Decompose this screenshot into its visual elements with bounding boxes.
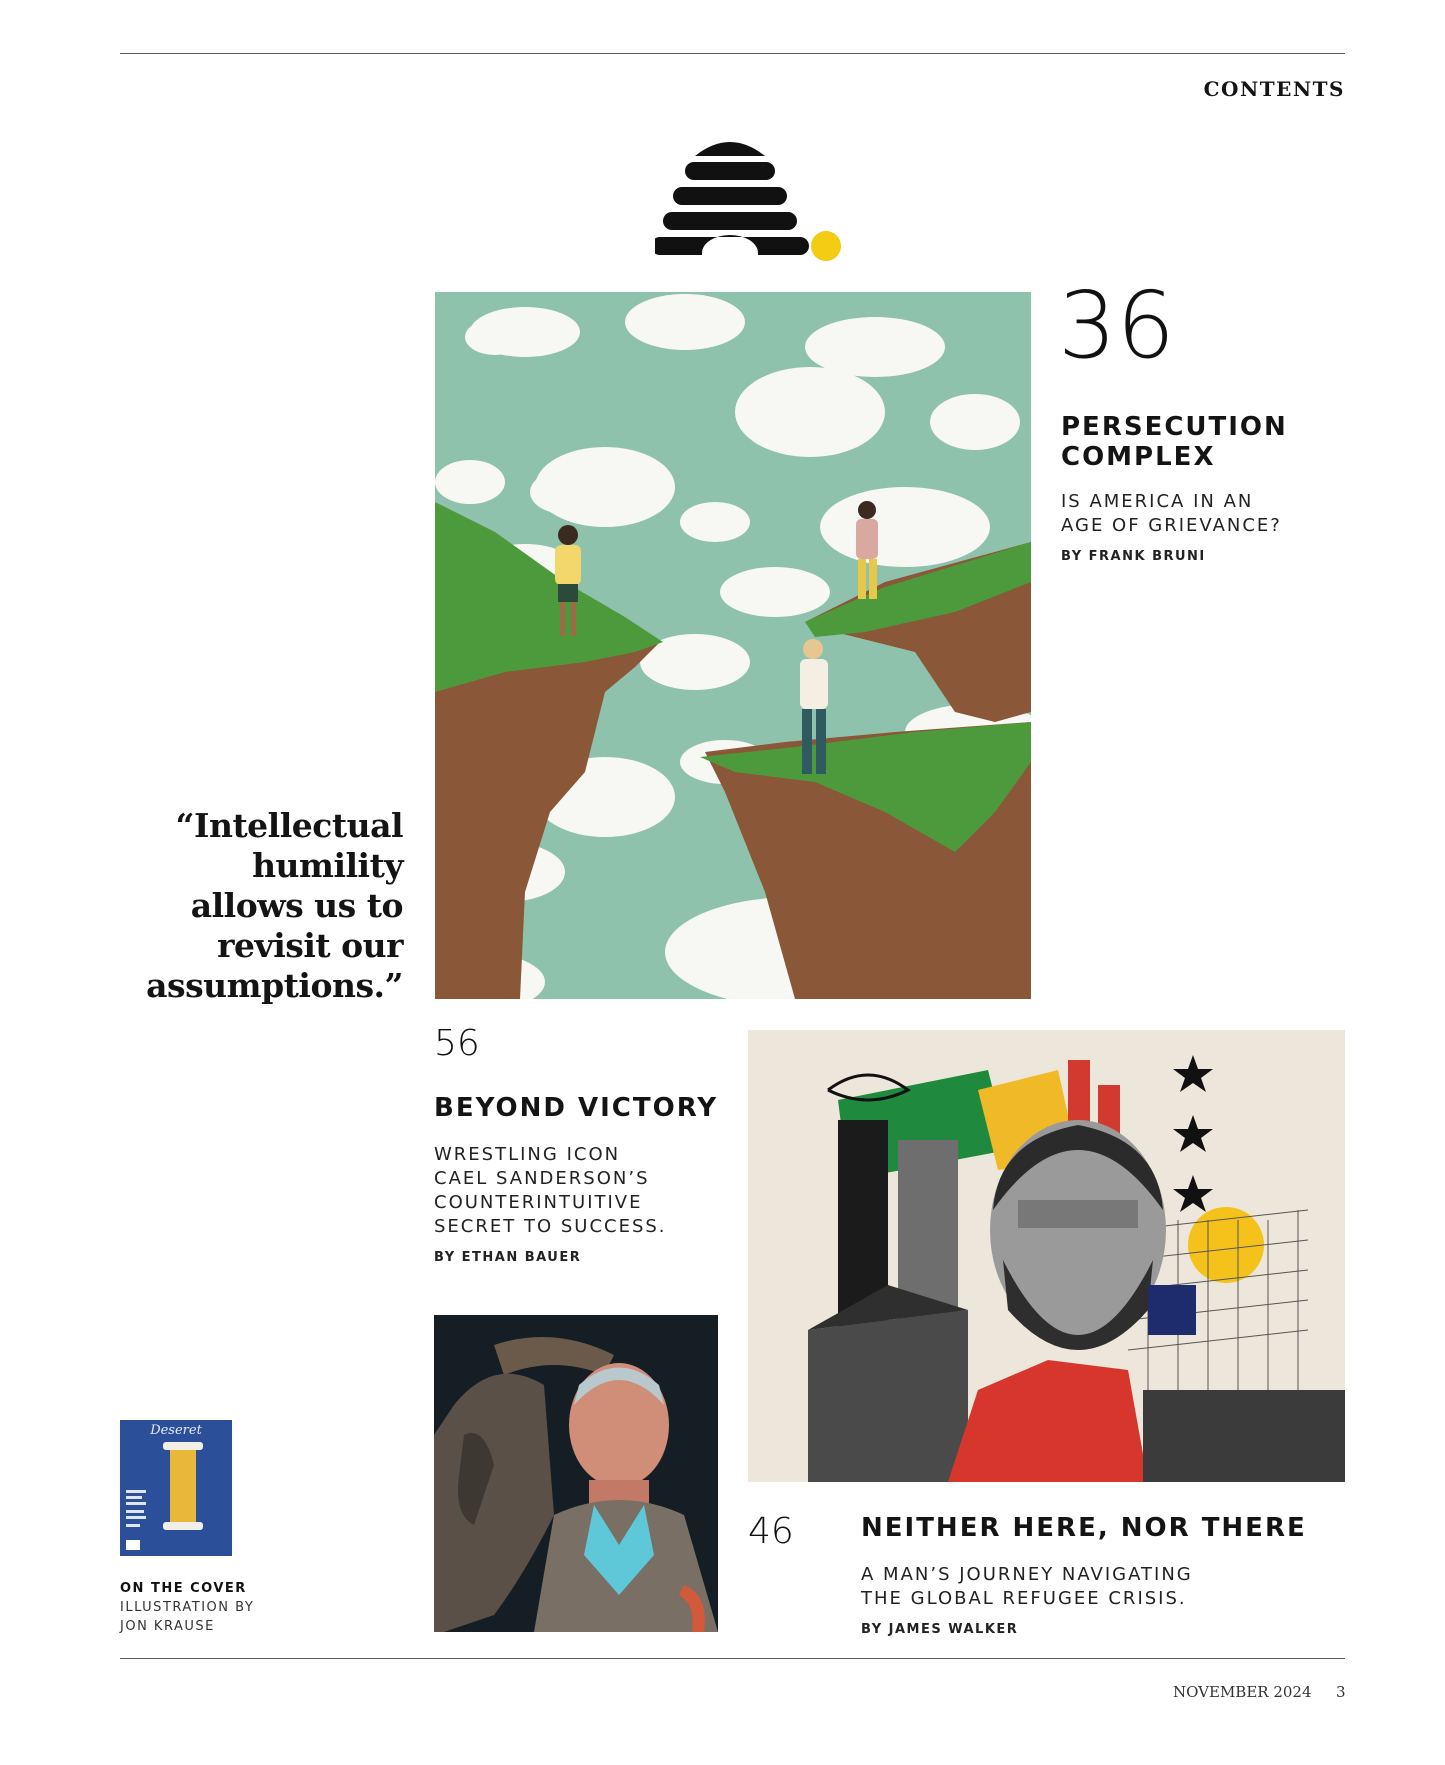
- dek-line: COUNTERINTUITIVE: [434, 1192, 643, 1213]
- beehive-logo-icon: [655, 130, 845, 265]
- quote-line: revisit our: [217, 926, 403, 965]
- quote-line: assumptions.”: [146, 966, 403, 1005]
- quote-line: allows us to: [190, 886, 403, 925]
- wrestler-portrait-illustration: [434, 1315, 718, 1632]
- cover-caption: [120, 1579, 254, 1636]
- quote-line: “Intellectual: [175, 806, 403, 845]
- dek-line: CAEL SANDERSON’S: [434, 1168, 650, 1189]
- headline-line: COMPLEX: [1061, 442, 1216, 472]
- section-title: CONTENTS: [1203, 77, 1345, 101]
- headline-line: PERSECUTION: [1061, 412, 1288, 442]
- dek-line: WRESTLING ICON: [434, 1144, 621, 1165]
- story-byline: BY FRANK BRUNI: [1061, 549, 1206, 564]
- story-byline: BY ETHAN BAUER: [434, 1250, 582, 1265]
- cover-credit-line: ILLUSTRATION BY: [120, 1600, 255, 1615]
- story-page-number: 46: [748, 1511, 794, 1552]
- bottom-rule: [120, 1658, 1345, 1659]
- story-headline[interactable]: BEYOND VICTORY: [434, 1093, 719, 1123]
- dek-line: SECRET TO SUCCESS.: [434, 1216, 667, 1237]
- issue-date: NOVEMBER 2024: [1173, 1683, 1312, 1701]
- pull-quote: [83, 806, 403, 1006]
- story-byline: BY JAMES WALKER: [861, 1622, 1019, 1637]
- story-page-number: 56: [434, 1023, 480, 1064]
- story-dek: [1061, 490, 1282, 538]
- story-headline[interactable]: [1061, 412, 1288, 472]
- dek-line: IS AMERICA IN AN: [1061, 491, 1254, 512]
- story-dek: [861, 1563, 1193, 1611]
- dek-line: A MAN’S JOURNEY NAVIGATING: [861, 1564, 1193, 1585]
- story-page-number: 36: [1058, 272, 1176, 379]
- top-rule: [120, 53, 1345, 54]
- cover-label: ON THE COVER: [120, 1581, 247, 1596]
- quote-line: humility: [252, 846, 403, 885]
- dek-line: THE GLOBAL REFUGEE CRISIS.: [861, 1588, 1187, 1609]
- cliffs-illustration: [435, 292, 1031, 999]
- story-headline[interactable]: NEITHER HERE, NOR THERE: [861, 1513, 1307, 1543]
- page-number: 3: [1336, 1683, 1346, 1701]
- refugee-collage-illustration: [748, 1030, 1345, 1482]
- cover-thumbnail[interactable]: [120, 1420, 232, 1556]
- dek-line: AGE OF GRIEVANCE?: [1061, 515, 1282, 536]
- cover-credit-line: JON KRAUSE: [120, 1619, 215, 1634]
- story-dek: [434, 1143, 667, 1239]
- cover-masthead: Deseret: [150, 1423, 202, 1438]
